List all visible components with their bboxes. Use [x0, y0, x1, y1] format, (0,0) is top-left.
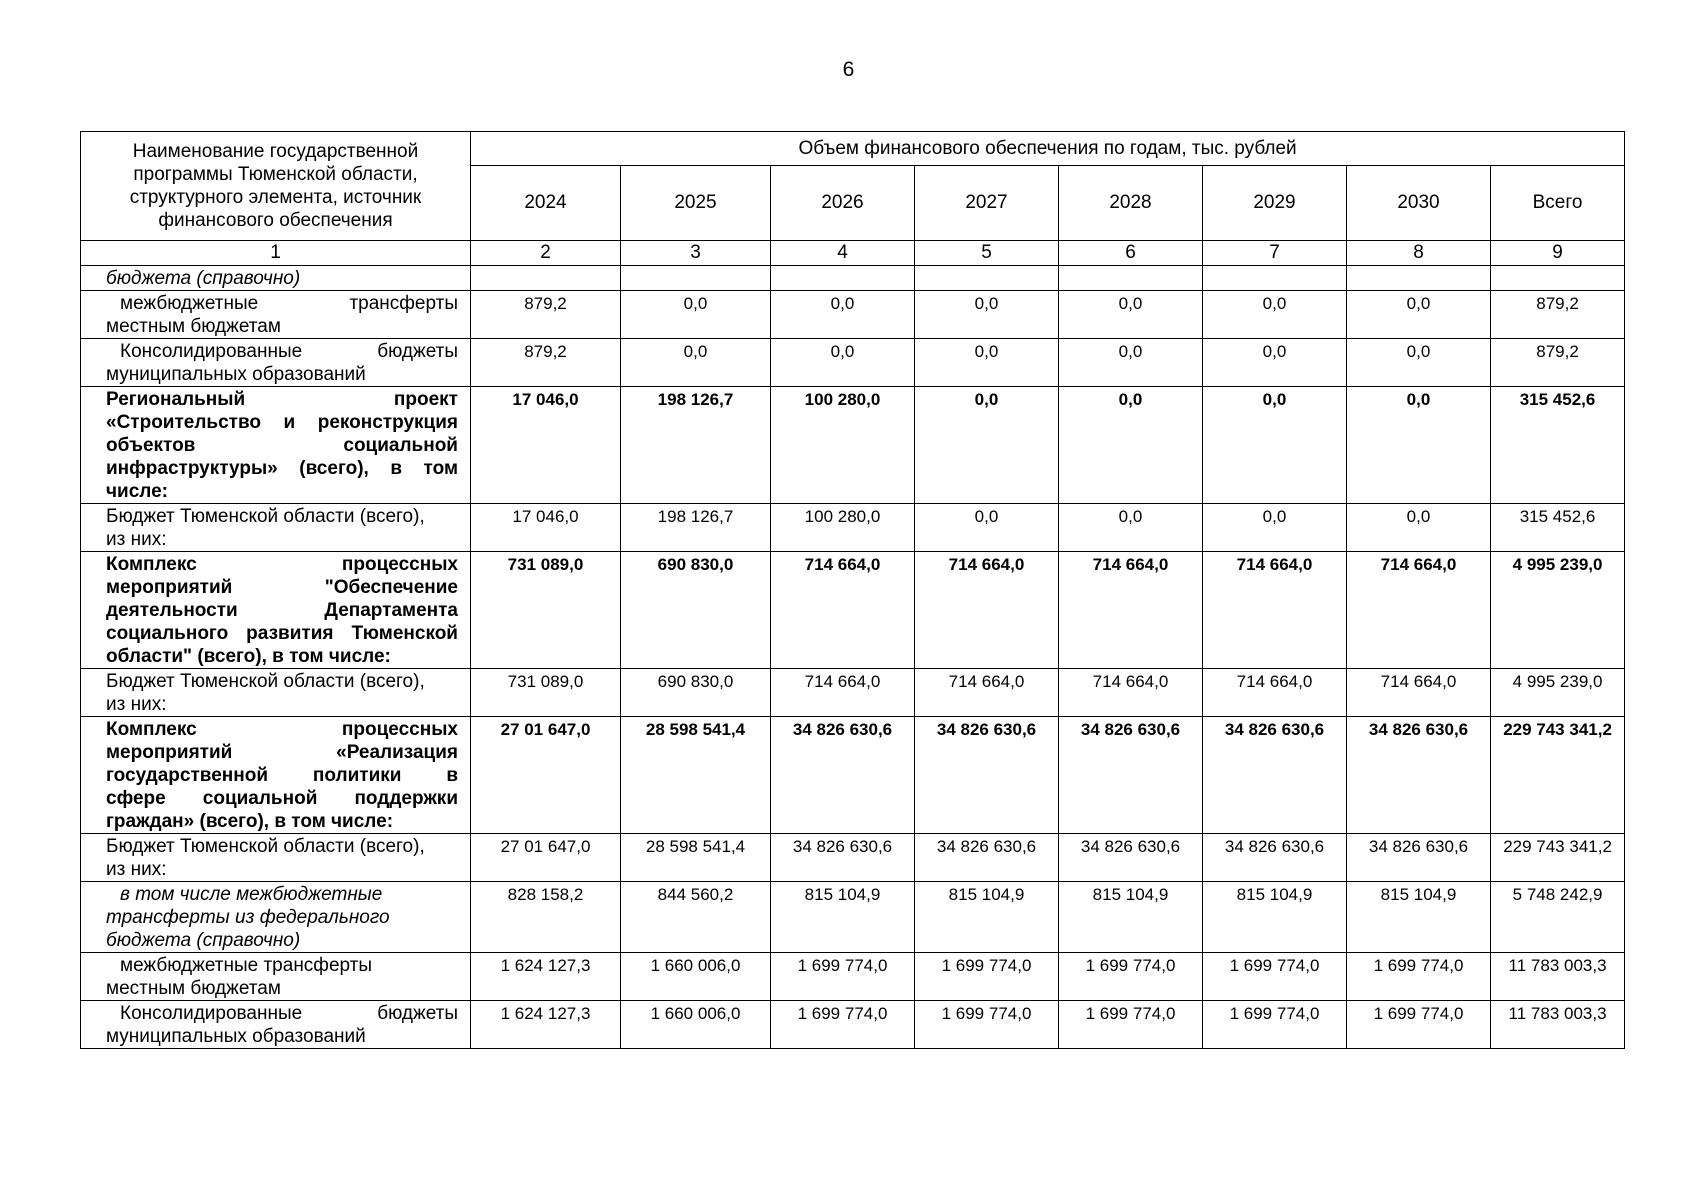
row-name-line: инфраструктуры» (всего), в том — [106, 458, 458, 479]
row-name — [81, 339, 471, 387]
header-total: Всего — [1491, 166, 1625, 241]
row-total-value: 5 748 242,9 — [1491, 882, 1625, 953]
table-row — [81, 882, 1625, 953]
row-name-line: Комплекс процессных — [106, 554, 458, 575]
row-name-line: области" (всего), в том числе: — [106, 646, 391, 667]
row-year-value: 1 699 774,0 — [771, 1001, 915, 1049]
row-year-value: 731 089,0 — [471, 669, 621, 717]
row-name-line: бюджета (справочно) — [106, 930, 301, 951]
row-name-line: Комплекс процессных — [106, 719, 458, 740]
row-year-value: 844 560,2 — [621, 882, 771, 953]
table-row — [81, 291, 1625, 339]
row-name-line — [106, 340, 458, 363]
header-year: 2025 — [621, 166, 771, 241]
row-name — [81, 953, 471, 1001]
row-year-value: 34 826 630,6 — [915, 834, 1059, 882]
row-year-value: 1 699 774,0 — [1203, 1001, 1347, 1049]
row-name-line: деятельности Департамента — [106, 600, 458, 621]
row-name-line: объектов социальной — [106, 435, 458, 456]
row-year-value: 27 01 647,0 — [471, 834, 621, 882]
row-total-value: 315 452,6 — [1491, 504, 1625, 552]
row-name — [81, 266, 471, 291]
row-year-value: 1 699 774,0 — [1347, 953, 1491, 1001]
row-year-value: 815 104,9 — [771, 882, 915, 953]
row-name-text: в том числе межбюджетные — [120, 884, 383, 905]
row-name-line: Бюджет Тюменской области (всего), — [106, 836, 425, 857]
header-year: 2027 — [915, 166, 1059, 241]
row-year-value: 714 664,0 — [1203, 669, 1347, 717]
row-total-value — [1491, 266, 1625, 291]
row-year-value: 0,0 — [1059, 504, 1203, 552]
row-year-value: 100 280,0 — [771, 504, 915, 552]
row-name-line — [106, 292, 458, 315]
row-name-text: межбюджетные трансферты — [120, 955, 373, 976]
row-name-line: граждан» (всего), в том числе: — [106, 811, 394, 832]
row-year-value: 714 664,0 — [771, 669, 915, 717]
row-name-line: бюджета (справочно) — [106, 268, 301, 289]
row-year-value — [1059, 266, 1203, 291]
row-year-value: 1 699 774,0 — [1203, 953, 1347, 1001]
row-name — [81, 291, 471, 339]
row-year-value: 815 104,9 — [915, 882, 1059, 953]
row-year-value: 0,0 — [1347, 291, 1491, 339]
row-total-value: 11 783 003,3 — [1491, 953, 1625, 1001]
row-total-value: 4 995 239,0 — [1491, 552, 1625, 669]
row-name-line: сфере социальной поддержки — [106, 788, 458, 809]
column-number: 4 — [771, 241, 915, 266]
row-name-text: межбюджетные трансферты — [120, 293, 458, 314]
row-name — [81, 669, 471, 717]
row-name-line — [106, 954, 458, 977]
row-year-value: 0,0 — [915, 387, 1059, 504]
row-year-value: 714 664,0 — [771, 552, 915, 669]
row-year-value: 0,0 — [915, 291, 1059, 339]
row-year-value — [621, 266, 771, 291]
column-number: 3 — [621, 241, 771, 266]
row-total-value: 229 743 341,2 — [1491, 834, 1625, 882]
row-year-value: 0,0 — [1203, 504, 1347, 552]
row-name-line: Бюджет Тюменской области (всего), — [106, 506, 425, 527]
row-year-value: 1 699 774,0 — [915, 1001, 1059, 1049]
row-year-value: 714 664,0 — [1203, 552, 1347, 669]
row-name — [81, 717, 471, 834]
row-year-value: 100 280,0 — [771, 387, 915, 504]
row-year-value — [915, 266, 1059, 291]
row-year-value: 0,0 — [1203, 291, 1347, 339]
row-year-value: 0,0 — [1203, 387, 1347, 504]
row-name-line: «Строительство и реконструкция — [106, 412, 458, 433]
row-name-line: из них: — [106, 694, 167, 715]
table-row — [81, 504, 1625, 552]
table-row — [81, 717, 1625, 834]
row-year-value: 815 104,9 — [1347, 882, 1491, 953]
header-year: 2026 — [771, 166, 915, 241]
row-year-value — [1203, 266, 1347, 291]
row-name-line: местным бюджетам — [106, 316, 281, 337]
row-year-value: 1 624 127,3 — [471, 953, 621, 1001]
column-number: 1 — [81, 241, 471, 266]
row-name-text: Консолидированные бюджеты — [120, 1003, 458, 1024]
table-row — [81, 266, 1625, 291]
row-year-value: 690 830,0 — [621, 669, 771, 717]
row-total-value: 879,2 — [1491, 291, 1625, 339]
row-year-value: 198 126,7 — [621, 504, 771, 552]
row-year-value: 1 699 774,0 — [1059, 953, 1203, 1001]
column-number: 8 — [1347, 241, 1491, 266]
row-year-value: 731 089,0 — [471, 552, 621, 669]
row-year-value: 815 104,9 — [1059, 882, 1203, 953]
row-year-value: 0,0 — [1059, 387, 1203, 504]
column-number: 6 — [1059, 241, 1203, 266]
row-year-value: 0,0 — [1059, 291, 1203, 339]
row-year-value: 815 104,9 — [1203, 882, 1347, 953]
row-year-value: 34 826 630,6 — [1059, 717, 1203, 834]
row-year-value: 0,0 — [771, 339, 915, 387]
row-year-value: 17 046,0 — [471, 387, 621, 504]
column-number: 7 — [1203, 241, 1347, 266]
row-total-value: 4 995 239,0 — [1491, 669, 1625, 717]
table-row — [81, 339, 1625, 387]
row-year-value: 28 598 541,4 — [621, 717, 771, 834]
row-year-value: 0,0 — [1347, 339, 1491, 387]
row-year-value: 1 624 127,3 — [471, 1001, 621, 1049]
financing-table — [80, 131, 1625, 1049]
row-total-value: 879,2 — [1491, 339, 1625, 387]
row-year-value: 714 664,0 — [1347, 552, 1491, 669]
row-name-line: числе: — [106, 481, 168, 502]
row-name-line: трансферты из федерального — [106, 907, 390, 928]
table-body — [81, 266, 1625, 1049]
table-row — [81, 1001, 1625, 1049]
row-year-value: 0,0 — [621, 291, 771, 339]
row-year-value: 879,2 — [471, 339, 621, 387]
row-name-line: муниципальных образований — [106, 1026, 366, 1047]
row-year-value: 0,0 — [1347, 387, 1491, 504]
row-year-value: 714 664,0 — [1059, 552, 1203, 669]
table-row — [81, 387, 1625, 504]
header-volume-title: Объем финансового обеспечения по годам, тыс. рублей — [471, 132, 1625, 166]
column-number: 5 — [915, 241, 1059, 266]
header-name-column: Наименование государственной программы Тюменской области, структурного элемента, источник финансового обеспечения — [81, 132, 471, 241]
row-name-line: муниципальных образований — [106, 364, 366, 385]
row-year-value: 0,0 — [621, 339, 771, 387]
table-row — [81, 953, 1625, 1001]
row-year-value: 17 046,0 — [471, 504, 621, 552]
row-name-line: из них: — [106, 529, 167, 550]
row-year-value: 1 699 774,0 — [915, 953, 1059, 1001]
row-name — [81, 504, 471, 552]
row-total-value: 315 452,6 — [1491, 387, 1625, 504]
row-year-value: 1 699 774,0 — [771, 953, 915, 1001]
row-year-value: 1 699 774,0 — [1059, 1001, 1203, 1049]
row-year-value: 714 664,0 — [915, 669, 1059, 717]
row-name-line — [106, 883, 458, 906]
row-name — [81, 882, 471, 953]
row-name — [81, 1001, 471, 1049]
row-year-value: 0,0 — [1203, 339, 1347, 387]
row-year-value: 0,0 — [1059, 339, 1203, 387]
column-number: 9 — [1491, 241, 1625, 266]
row-year-value: 0,0 — [1347, 504, 1491, 552]
row-name — [81, 834, 471, 882]
row-total-value: 11 783 003,3 — [1491, 1001, 1625, 1049]
row-year-value: 1 699 774,0 — [1347, 1001, 1491, 1049]
row-year-value: 34 826 630,6 — [771, 717, 915, 834]
row-name-line: государственной политики в — [106, 765, 458, 786]
row-year-value: 714 664,0 — [1059, 669, 1203, 717]
row-year-value: 714 664,0 — [915, 552, 1059, 669]
header-year: 2030 — [1347, 166, 1491, 241]
row-year-value — [771, 266, 915, 291]
table-row — [81, 834, 1625, 882]
row-name-text: Консолидированные бюджеты — [120, 341, 458, 362]
row-year-value: 0,0 — [915, 339, 1059, 387]
row-name-line: мероприятий «Реализация — [106, 742, 458, 763]
row-name — [81, 552, 471, 669]
row-year-value: 1 660 006,0 — [621, 1001, 771, 1049]
header-year: 2024 — [471, 166, 621, 241]
row-year-value: 34 826 630,6 — [1347, 717, 1491, 834]
row-year-value — [1347, 266, 1491, 291]
row-year-value: 1 660 006,0 — [621, 953, 771, 1001]
row-name-line: местным бюджетам — [106, 978, 281, 999]
row-year-value: 34 826 630,6 — [771, 834, 915, 882]
row-name-line: мероприятий "Обеспечение — [106, 577, 458, 598]
row-year-value: 34 826 630,6 — [1203, 717, 1347, 834]
row-year-value: 34 826 630,6 — [1203, 834, 1347, 882]
table-row — [81, 669, 1625, 717]
row-name-line: Региональный проект — [106, 389, 458, 410]
row-name-line: Бюджет Тюменской области (всего), — [106, 671, 425, 692]
row-year-value: 690 830,0 — [621, 552, 771, 669]
row-year-value: 34 826 630,6 — [915, 717, 1059, 834]
header-year: 2028 — [1059, 166, 1203, 241]
row-year-value: 27 01 647,0 — [471, 717, 621, 834]
row-name-line: социального развития Тюменской — [106, 623, 458, 644]
row-year-value: 828 158,2 — [471, 882, 621, 953]
row-year-value: 34 826 630,6 — [1347, 834, 1491, 882]
column-number: 2 — [471, 241, 621, 266]
row-year-value: 28 598 541,4 — [621, 834, 771, 882]
page-number: 6 — [842, 58, 855, 81]
row-total-value: 229 743 341,2 — [1491, 717, 1625, 834]
row-year-value: 198 126,7 — [621, 387, 771, 504]
row-name — [81, 387, 471, 504]
row-year-value: 0,0 — [771, 291, 915, 339]
header-year: 2029 — [1203, 166, 1347, 241]
table-row — [81, 552, 1625, 669]
row-year-value: 714 664,0 — [1347, 669, 1491, 717]
row-name-line — [106, 1002, 458, 1025]
row-year-value: 879,2 — [471, 291, 621, 339]
row-year-value — [471, 266, 621, 291]
row-year-value: 0,0 — [915, 504, 1059, 552]
row-name-line: из них: — [106, 859, 167, 880]
row-year-value: 34 826 630,6 — [1059, 834, 1203, 882]
